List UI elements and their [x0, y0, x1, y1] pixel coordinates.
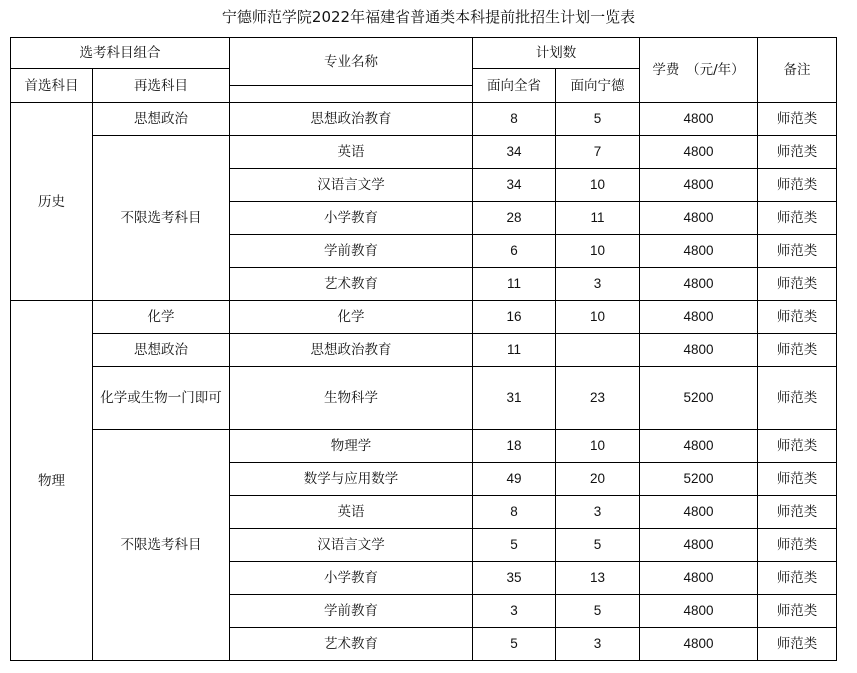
table-row-remark: 师范类	[758, 430, 837, 463]
table-row-major: 小学教育	[230, 202, 473, 235]
table-row-fee: 4800	[640, 529, 758, 562]
table-row-major: 艺术教育	[230, 628, 473, 661]
table-row-major: 思想政治教育	[230, 103, 473, 136]
table-row-fee: 4800	[640, 562, 758, 595]
table-row-fee: 4800	[640, 334, 758, 367]
table-row-remark: 师范类	[758, 334, 837, 367]
group-history: 历史	[11, 103, 93, 301]
table-row-remark: 师范类	[758, 103, 837, 136]
table-row-province: 11	[473, 334, 556, 367]
header-ningde: 面向宁德	[556, 69, 640, 103]
table-row-remark: 师范类	[758, 268, 837, 301]
table-row-ningde: 3	[556, 496, 640, 529]
header-plan: 计划数	[473, 38, 640, 69]
table-row-province: 5	[473, 628, 556, 661]
table-row-fee: 4800	[640, 430, 758, 463]
table-row-ningde: 10	[556, 301, 640, 334]
table-row-ningde: 10	[556, 430, 640, 463]
table-row-province: 35	[473, 562, 556, 595]
table-row-ningde: 5	[556, 595, 640, 628]
re-choice-unlimited: 不限选考科目	[93, 136, 230, 301]
header-remark: 备注	[758, 38, 837, 103]
table-row-ningde: 11	[556, 202, 640, 235]
table-row-remark: 师范类	[758, 367, 837, 430]
re-choice-politics: 思想政治	[93, 334, 230, 367]
table-row-province: 16	[473, 301, 556, 334]
header-tuition: 学费 （元/年）	[640, 38, 758, 103]
re-choice-politics: 思想政治	[93, 103, 230, 136]
table-row-major: 小学教育	[230, 562, 473, 595]
table-row-ningde: 5	[556, 529, 640, 562]
table-row-ningde: 20	[556, 463, 640, 496]
table-row-remark: 师范类	[758, 628, 837, 661]
table-row-remark: 师范类	[758, 235, 837, 268]
table-row-province: 49	[473, 463, 556, 496]
table-row-major: 英语	[230, 136, 473, 169]
table-row-ningde: 23	[556, 367, 640, 430]
table-row-remark: 师范类	[758, 595, 837, 628]
table-row-remark: 师范类	[758, 496, 837, 529]
table-row-major: 艺术教育	[230, 268, 473, 301]
table-row-major: 英语	[230, 496, 473, 529]
table-row-major: 生物科学	[230, 367, 473, 430]
re-choice-chemistry: 化学	[93, 301, 230, 334]
table-row-province: 34	[473, 136, 556, 169]
table-row-major: 汉语言文学	[230, 529, 473, 562]
table-row-fee: 5200	[640, 367, 758, 430]
table-row-province: 31	[473, 367, 556, 430]
table-row-remark: 师范类	[758, 136, 837, 169]
table-row-province: 8	[473, 496, 556, 529]
table-row-fee: 4800	[640, 235, 758, 268]
table-row-major: 学前教育	[230, 595, 473, 628]
table-title: 宁德师范学院2022年福建省普通类本科提前批招生计划一览表	[221, 8, 636, 26]
group-physics: 物理	[11, 301, 93, 661]
header-re-choice: 再选科目	[93, 69, 230, 103]
table-row-fee: 4800	[640, 103, 758, 136]
table-row-remark: 师范类	[758, 301, 837, 334]
re-choice-unlimited: 不限选考科目	[93, 430, 230, 661]
table-row-fee: 4800	[640, 628, 758, 661]
table-row-remark: 师范类	[758, 562, 837, 595]
table-row-major: 化学	[230, 301, 473, 334]
table-row-ningde: 10	[556, 235, 640, 268]
table-row-province: 18	[473, 430, 556, 463]
table-row-fee: 4800	[640, 301, 758, 334]
table-row-fee: 4800	[640, 595, 758, 628]
table-row-major: 物理学	[230, 430, 473, 463]
table-row-ningde: 13	[556, 562, 640, 595]
table-row-province: 28	[473, 202, 556, 235]
table-row-ningde: 3	[556, 628, 640, 661]
table-row-fee: 4800	[640, 496, 758, 529]
table-row-remark: 师范类	[758, 463, 837, 496]
enrollment-plan-table	[10, 37, 837, 661]
table-row-fee: 4800	[640, 268, 758, 301]
table-row-province: 11	[473, 268, 556, 301]
table-row-ningde: 7	[556, 136, 640, 169]
table-row-ningde: 5	[556, 103, 640, 136]
table-row-major: 思想政治教育	[230, 334, 473, 367]
re-choice-chem-or-bio: 化学或生物一门即可	[93, 367, 230, 430]
table-row-province: 8	[473, 103, 556, 136]
table-row-fee: 4800	[640, 202, 758, 235]
table-row-major: 数学与应用数学	[230, 463, 473, 496]
table-row-remark: 师范类	[758, 202, 837, 235]
table-row-fee: 5200	[640, 463, 758, 496]
table-row-remark: 师范类	[758, 169, 837, 202]
table-row-fee: 4800	[640, 169, 758, 202]
table-row-ningde	[556, 334, 640, 367]
table-row-province: 5	[473, 529, 556, 562]
table-row-major: 学前教育	[230, 235, 473, 268]
header-subject-combo: 选考科目组合	[11, 38, 230, 69]
header-major: 专业名称	[230, 38, 473, 86]
table-row-major: 汉语言文学	[230, 169, 473, 202]
header-major-cont	[230, 86, 473, 103]
table-row-province: 3	[473, 595, 556, 628]
header-first-choice: 首选科目	[11, 69, 93, 103]
table-row-ningde: 10	[556, 169, 640, 202]
header-province: 面向全省	[473, 69, 556, 103]
table-row-ningde: 3	[556, 268, 640, 301]
table-row-remark: 师范类	[758, 529, 837, 562]
table-row-province: 34	[473, 169, 556, 202]
table-row-province: 6	[473, 235, 556, 268]
table-row-fee: 4800	[640, 136, 758, 169]
